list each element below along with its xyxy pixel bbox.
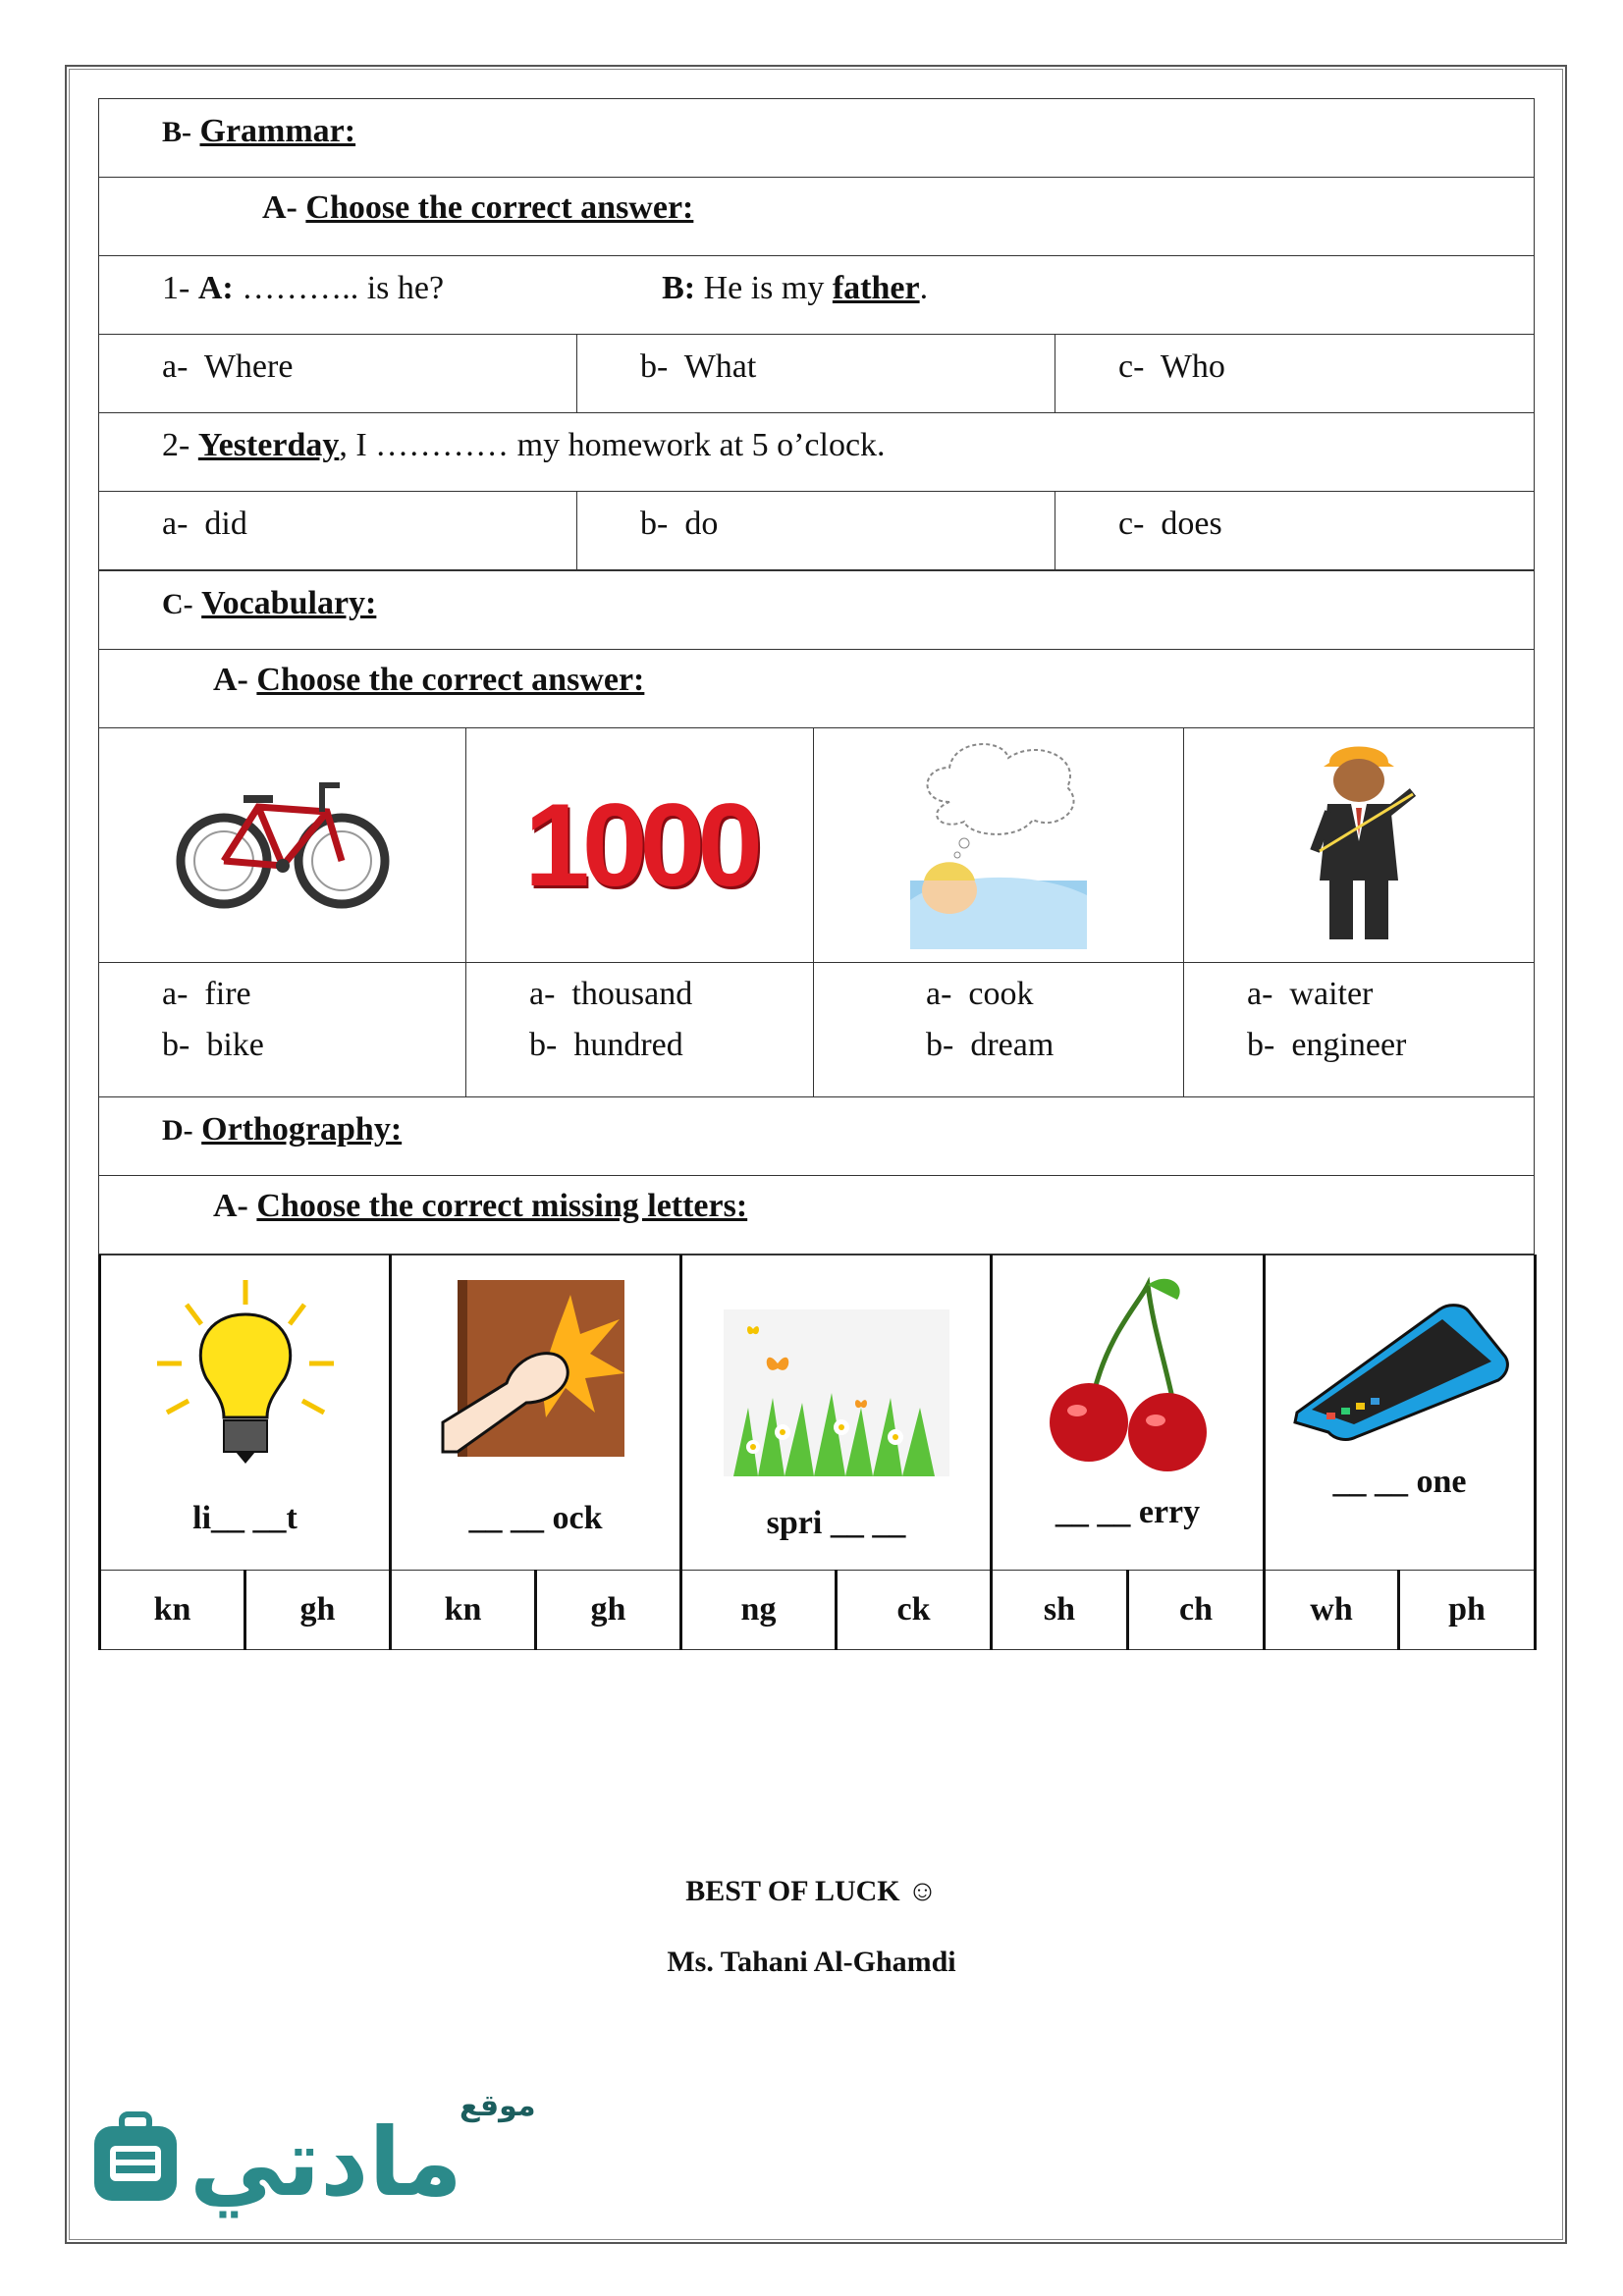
number-1000-image: 1000 bbox=[524, 779, 755, 911]
engineer-icon bbox=[1290, 733, 1428, 949]
cherry-option-2[interactable]: ch bbox=[1128, 1571, 1265, 1650]
lightbulb-icon bbox=[147, 1275, 344, 1471]
q1-option-a[interactable]: a- Where bbox=[99, 335, 577, 413]
phone-option-2[interactable]: ph bbox=[1399, 1571, 1536, 1650]
knock-option-1[interactable]: kn bbox=[391, 1571, 536, 1650]
orthography-heading: D- Orthography: bbox=[99, 1097, 1535, 1176]
grammar-heading: B- Grammar: bbox=[99, 99, 1535, 178]
knock-option-2[interactable]: gh bbox=[536, 1571, 681, 1650]
light-option-2[interactable]: gh bbox=[245, 1571, 391, 1650]
light-option-1[interactable]: kn bbox=[100, 1571, 245, 1650]
spring-option-1[interactable]: ng bbox=[681, 1571, 837, 1650]
teacher-name: Ms. Tahani Al-Ghamdi bbox=[667, 1946, 956, 1978]
question-2: 2- Yesterday, I ………… my homework at 5 o’clock. bbox=[99, 413, 1535, 492]
knocking-door-icon bbox=[438, 1275, 634, 1471]
cherry-picture-cell bbox=[992, 1255, 1265, 1571]
vocab-4-options[interactable]: a- waiter b- engineer bbox=[1184, 963, 1535, 1097]
word-phone: __ __ one bbox=[1332, 1464, 1467, 1500]
vocab-3-options[interactable]: a- cook b- dream bbox=[814, 963, 1184, 1097]
spring-option-2[interactable]: ck bbox=[837, 1571, 992, 1650]
vocab-1-options[interactable]: a- fire b- bike bbox=[99, 963, 466, 1097]
q2-option-b[interactable]: b- do bbox=[577, 492, 1055, 570]
word-cherry: __ __ erry bbox=[1055, 1494, 1201, 1530]
logo-top-text: موقع bbox=[460, 2089, 536, 2123]
bicycle-icon bbox=[175, 768, 391, 915]
q1-option-c[interactable]: c- Who bbox=[1055, 335, 1535, 413]
grammar-subheading: A- Choose the correct answer: bbox=[99, 178, 1535, 256]
word-knock: __ __ ock bbox=[468, 1500, 603, 1536]
book-bag-icon bbox=[86, 2109, 185, 2207]
engineer-picture bbox=[1184, 728, 1535, 963]
sleeping-child-icon bbox=[910, 733, 1087, 949]
q2-option-c[interactable]: c- does bbox=[1055, 492, 1535, 570]
phone-option-1[interactable]: wh bbox=[1265, 1571, 1399, 1650]
knock-picture-cell bbox=[391, 1255, 681, 1571]
phone-picture-cell bbox=[1265, 1255, 1536, 1571]
best-of-luck: BEST OF LUCK ☺ bbox=[685, 1875, 938, 1907]
vocab-2-options[interactable]: a- thousand b- hundred bbox=[466, 963, 814, 1097]
spring-flowers-icon bbox=[724, 1309, 949, 1476]
q1-option-b[interactable]: b- What bbox=[577, 335, 1055, 413]
word-spring: spri __ __ bbox=[766, 1505, 906, 1541]
cherry-option-1[interactable]: sh bbox=[992, 1571, 1128, 1650]
phone-icon bbox=[1287, 1300, 1513, 1447]
dream-picture bbox=[814, 728, 1184, 963]
spring-picture-cell bbox=[681, 1255, 992, 1571]
vocabulary-heading: C- Vocabulary: bbox=[99, 571, 1535, 650]
madty-logo bbox=[86, 2089, 558, 2216]
orthography-subheading: A- Choose the correct missing letters: bbox=[99, 1176, 1535, 1255]
light-picture-cell bbox=[100, 1255, 391, 1571]
worksheet bbox=[98, 98, 1534, 1650]
vocabulary-table bbox=[98, 570, 1535, 1255]
logo-main-text: مادتي bbox=[189, 2108, 462, 2217]
thousand-picture bbox=[466, 728, 814, 963]
orthography-table bbox=[98, 1255, 1537, 1650]
question-1: 1- A: ……….. is he? B: He is my father. bbox=[99, 256, 1535, 335]
grammar-table bbox=[98, 98, 1535, 570]
bike-picture bbox=[99, 728, 466, 963]
cherry-icon bbox=[1040, 1275, 1217, 1471]
word-light: li__ __t bbox=[192, 1500, 298, 1536]
vocabulary-subheading: A- Choose the correct answer: bbox=[99, 650, 1535, 728]
grammar-title: Grammar: bbox=[199, 113, 356, 149]
q2-option-a[interactable]: a- did bbox=[99, 492, 577, 570]
